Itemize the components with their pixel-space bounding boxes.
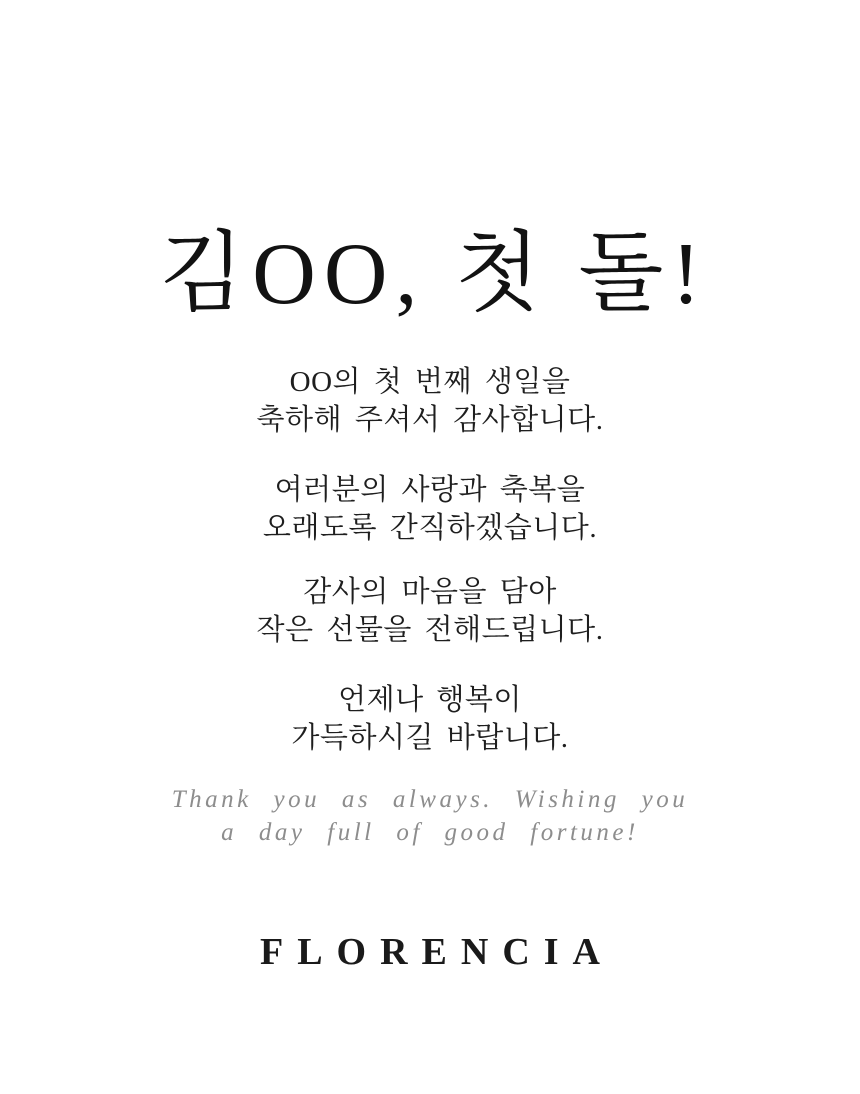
brand-logo: FLORENCIA <box>259 931 615 973</box>
message-line: 언제나 행복이 <box>338 684 522 716</box>
message-paragraph-4 <box>0 681 860 757</box>
message-paragraph-1 <box>0 363 860 439</box>
message-line: 가득하시길 바랍니다. <box>291 722 569 754</box>
message-line: 감사의 마음을 담아 <box>303 576 557 608</box>
message-paragraph-3 <box>0 573 860 649</box>
message-line: 여러분의 사랑과 축복을 <box>274 474 586 506</box>
message-line: 축하해 주셔서 감사합니다. <box>256 404 604 436</box>
closing-line: Thank you as always. Wishing you <box>171 786 689 813</box>
message-line: 오래도록 간직하겠습니다. <box>262 512 598 544</box>
closing-message <box>0 783 860 849</box>
card-title: 김OO, 첫 돌! <box>159 225 709 323</box>
message-line: OO의 첫 번째 생일을 <box>289 366 571 398</box>
message-line: 작은 선물을 전해드립니다. <box>256 614 604 646</box>
closing-line: a day full of good fortune! <box>221 819 639 846</box>
message-paragraph-2 <box>0 471 860 547</box>
